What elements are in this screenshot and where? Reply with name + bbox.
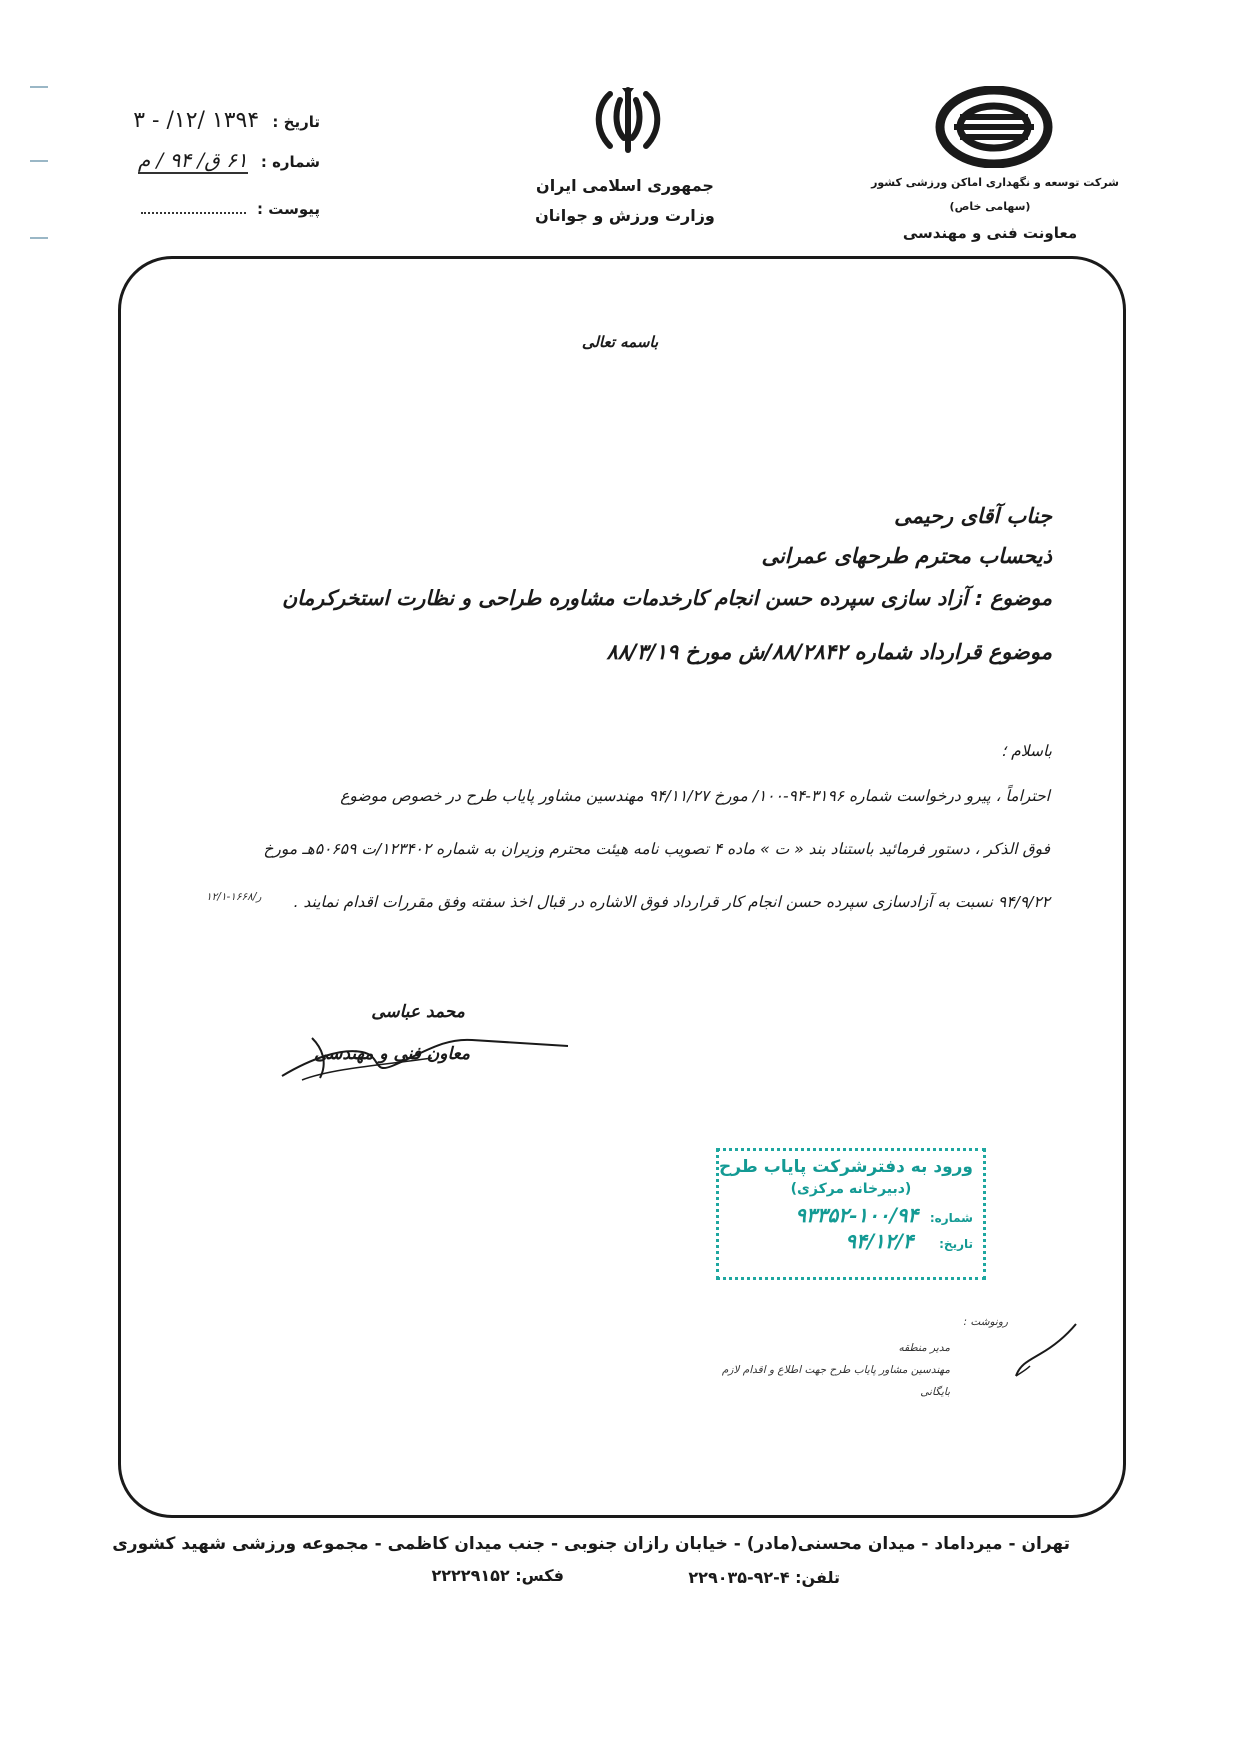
paraph-signature-icon [272, 1018, 572, 1088]
subject-line: موضوع : آزاد سازی سپرده حسن انجام کارخدمات مشاوره طراحی و نظارت استخرکرمان [282, 586, 1052, 610]
company-type: (سهامی خاص) [949, 200, 1031, 213]
scan-mark [30, 237, 48, 239]
margin-reference: ر/۱۶۶۸-۱۲/۱ [206, 891, 262, 903]
stamp-date-row [729, 1229, 973, 1253]
stamp-line-1: ورود به دفترشرکت پایاب طرح [718, 1157, 973, 1177]
stamp-number-value: ۱۰۰/۹۴-۹۳۳۵۲ [795, 1203, 919, 1227]
signer-title: معاون فنی و مهندسی [314, 1044, 470, 1064]
reception-stamp [716, 1148, 986, 1280]
stamp-number-label: شماره: [929, 1211, 973, 1225]
number-value: ۶۱ ق/ ۹۴ / م [137, 148, 248, 172]
department-name: معاونت فنی و مهندسی [902, 224, 1078, 242]
body-line-3: ۹۴/۹/۲۲ نسبت به آزادسازی سپرده حسن انجام کار قرارداد فوق الاشاره در قبال اخذ سفته وفق مقررات اقدام نمایند . [293, 893, 1050, 911]
footer-address: تهران - میرداماد - میدان محسنی(مادر) - خیابان رازان جنوبی - جنب میدان کاظمی - مجموعه ورزشی شهید کشوری [112, 1534, 1070, 1554]
attachment-label: پیوست : [256, 200, 320, 218]
stamp-number-row [729, 1203, 973, 1227]
signer-name: محمد عباسی [371, 1002, 465, 1022]
cc-line-3: بایگانی [920, 1386, 950, 1398]
body-line-2: فوق الذکر ، دستور فرمائید باستناد بند « ت » ماده ۴ تصویب نامه هیئت محترم وزیران به شماره ۱۲۳۴۰۲/ت ۵۰۶۵۹هـ مورخ [263, 840, 1050, 858]
cc-label: رونوشت : [963, 1316, 1008, 1328]
attachment-blank [141, 202, 246, 214]
stamp-date-label: تاریخ: [939, 1237, 973, 1251]
greeting: باسلام ؛ [1001, 742, 1052, 760]
recipient-name: جناب آقای رحیمی [894, 504, 1052, 528]
letter-frame [118, 256, 1126, 1518]
contract-subject: موضوع قرارداد شماره ۸۸/۲۸۴۲/ش مورخ ۸۸/۳/۱۹ [606, 640, 1052, 664]
date-value: ۱۳۹۴ /۱۲/ - ۳ [133, 108, 260, 133]
scan-mark [30, 86, 48, 88]
number-label: شماره : [260, 153, 320, 171]
date-label: تاریخ : [272, 113, 320, 131]
cc-line-2: مهندسین مشاور پایاب طرح جهت اطلاع و اقدام لازم [721, 1364, 950, 1376]
recipient-title: ذیحساب محترم طرحهای عمرانی [761, 544, 1052, 568]
cc-initial-mark-icon [1010, 1320, 1080, 1380]
iran-emblem-icon [588, 86, 668, 158]
ministry-name: وزارت ورزش و جوانان [535, 206, 715, 225]
footer-fax: فکس: ۲۲۲۲۹۱۵۲ [431, 1566, 564, 1585]
footer-phone: تلفن: ۴-۹۲-۲۲۹۰۳۵ [688, 1568, 840, 1587]
country-name: جمهوری اسلامی ایران [536, 176, 714, 195]
stamp-date-value: ۹۴/۱۲/۴ [845, 1229, 914, 1253]
date-row [110, 108, 320, 133]
company-logo-icon [934, 86, 1054, 168]
bismillah: باسمه تعالی [581, 333, 659, 351]
attachment-row [140, 200, 320, 218]
stamp-line-2: (دبیرخانه مرکزی) [790, 1181, 912, 1197]
body-line-1: احتراماً ، پیرو درخواست شماره ۳۱۹۶-۹۴-۱۰۰/ مورخ ۹۴/۱۱/۲۷ مهندسین مشاور پایاب طرح در خصوص موضوع [340, 787, 1050, 805]
scan-mark [30, 160, 48, 162]
cc-line-1: مدیر منطقه [898, 1342, 950, 1354]
company-name: شرکت توسعه و نگهداری اماکن ورزشی کشور [871, 176, 1119, 189]
number-row [100, 148, 320, 174]
